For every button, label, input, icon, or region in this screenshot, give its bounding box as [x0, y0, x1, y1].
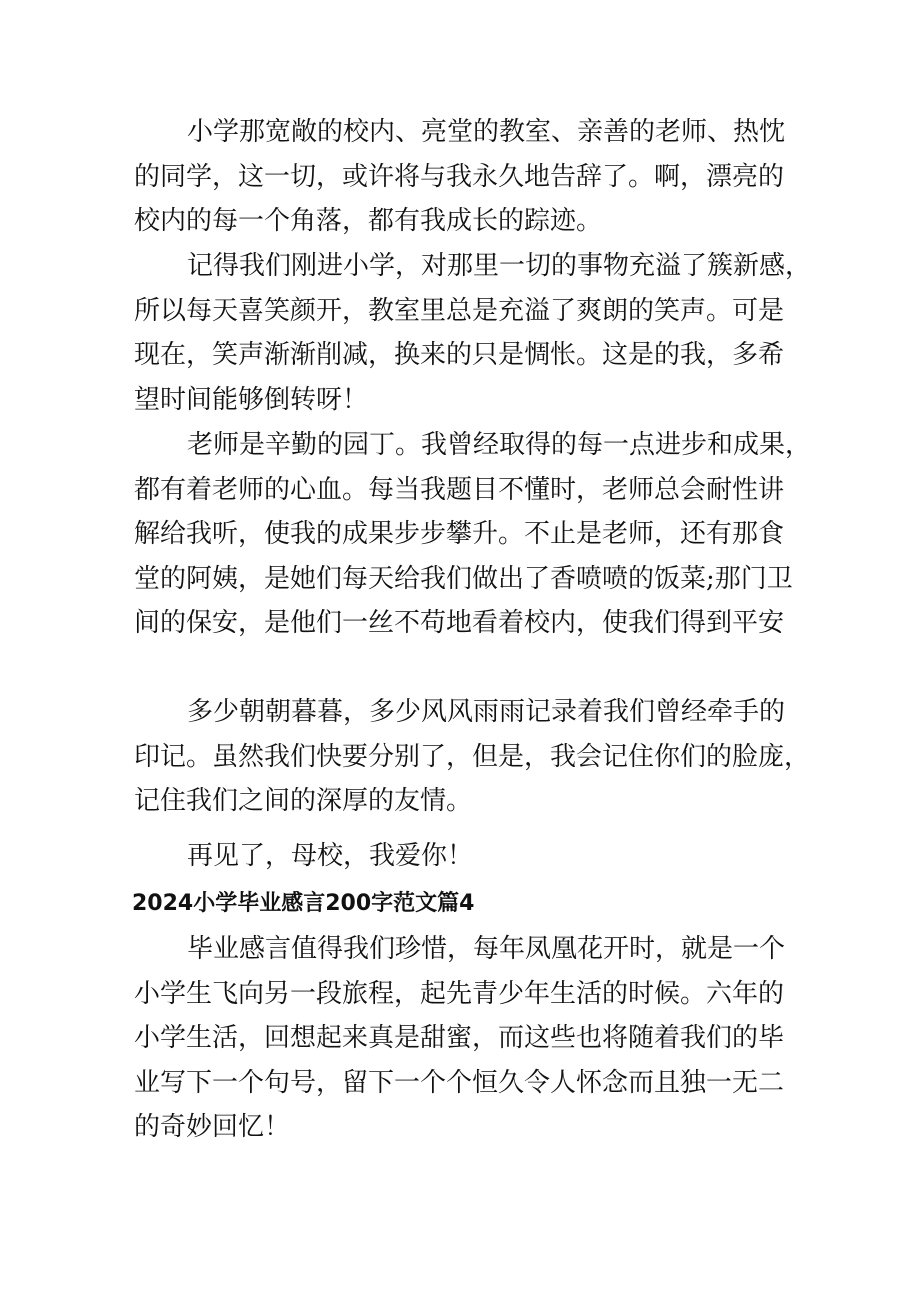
text-line: 都有着老师的心血。每当我题目不懂时，老师总会耐性讲	[134, 474, 785, 505]
text-line: 再见了，母校，我爱你！	[187, 841, 474, 871]
paragraph-school-memories	[134, 110, 814, 244]
text-line: 的同学，这一切，或许将与我永久地告辞了。啊，漂亮的	[134, 161, 785, 192]
paragraph-teachers	[134, 423, 814, 646]
text-line: 小学生飞向另一段旅程，起先青少年生活的时候。六年的	[134, 978, 785, 1009]
text-line: 小学那宽敞的校内、亮堂的教室、亲善的老师、热忱	[187, 117, 786, 147]
text-line: 印记。虽然我们快要分别了，但是，我会记住你们的脸庞，	[134, 741, 811, 772]
text-line: 现在，笑声渐渐削减，换来的只是惆怅。这是的我，多希	[134, 340, 785, 370]
text-line: 小学生活，回想起来真是甜蜜，而这些也将随着我们的毕	[134, 1023, 785, 1053]
text-line: 望时间能够倒转呀！	[134, 384, 369, 415]
text-line: 堂的阿姨，是她们每天给我们做出了香喷喷的饭菜;那门卫	[134, 563, 793, 594]
text-line: 业写下一个句号，留下一个个恒久令人怀念而且独一无二	[134, 1067, 785, 1098]
text-line: 校内的每一个角落，都有我成长的踪迹。	[134, 206, 603, 236]
paragraph-farewell-friends	[134, 690, 814, 824]
section-heading: 2024小学毕业感言200字范文篇4	[132, 891, 475, 916]
text-line: 多少朝朝暮暮，多少风风雨雨记录着我们曾经牵手的	[187, 697, 786, 727]
text-line: 老师是辛勤的园丁。我曾经取得的每一点进步和成果，	[187, 430, 812, 460]
text-line: 的奇妙回忆！	[134, 1112, 291, 1142]
text-line: 解给我听，使我的成果步步攀升。不止是老师，还有那食	[134, 519, 785, 549]
text-line: 毕业感言值得我们珍惜，每年凤凰花开时，就是一个	[187, 934, 786, 964]
paragraph-first-days	[134, 244, 814, 422]
text-line: 记得我们刚进小学，对那里一切的事物充溢了簇新感，	[187, 251, 812, 281]
paragraph-goodbye	[134, 834, 814, 879]
text-line: 间的保安，是他们一丝不苟地看着校内，使我们得到平安	[134, 608, 785, 638]
text-line: 记住我们之间的深厚的友情。	[134, 786, 473, 816]
text-line: 所以每天喜笑颜开，教室里总是充溢了爽朗的笑声。可是	[134, 295, 785, 326]
paragraph-graduation-essay	[134, 927, 814, 1150]
